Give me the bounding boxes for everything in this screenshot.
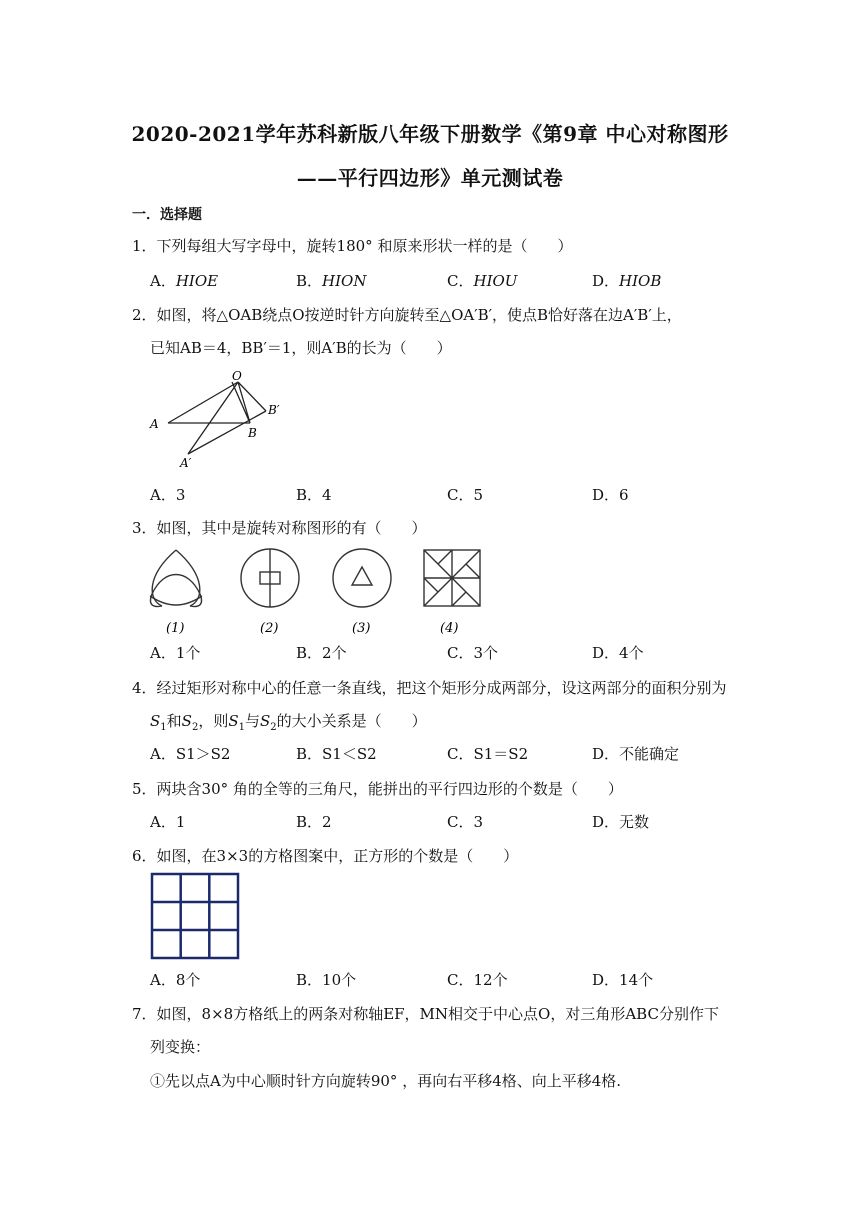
q3-figure-3: [333, 549, 391, 607]
q1-option-c: C．HIOU: [447, 272, 518, 290]
q3-figure-4: [424, 550, 480, 606]
q3-label-4: (4): [440, 621, 459, 636]
q3-option-d: D．4个: [592, 644, 644, 662]
q2-option-b: B．4: [296, 486, 332, 504]
q3-figure-1: [150, 550, 202, 607]
section-heading: 一．选择题: [132, 207, 202, 223]
q1-option-b: B．HION: [296, 272, 367, 290]
q3-stem: 3．如图，其中是旋转对称图形的有（ ）: [132, 519, 427, 537]
q7-line3: ①先以点A为中心顺时针方向旋转90° ，再向右平移4格、向上平移4格.: [150, 1072, 622, 1090]
q2-label-a-prime: A′: [180, 456, 192, 470]
q4-option-b: B．S1＜S2: [296, 745, 377, 763]
q3-figure-2: [241, 549, 299, 607]
doc-title-line2: ——平行四边形》单元测试卷: [296, 166, 564, 190]
q6-stem: 6．如图，在3×3的方格图案中，正方形的个数是（ ）: [132, 847, 519, 865]
q3-option-b: B．2个: [296, 644, 347, 662]
q3-label-3: (3): [352, 621, 371, 636]
q6-option-d: D．14个: [592, 971, 654, 989]
q1-option-a: A．HIOE: [150, 272, 219, 290]
q2-label-a: A: [150, 417, 159, 431]
q4-line1: 4．经过矩形对称中心的任意一条直线，把这个矩形分成两部分，设这两部分的面积分别为: [132, 679, 727, 697]
q4-option-d: D．不能确定: [592, 745, 680, 763]
q6-option-b: B．10个: [296, 971, 357, 989]
q7-line2: 列变换：: [150, 1038, 211, 1056]
q3-label-2: (2): [260, 621, 279, 636]
q3-option-a: A．1个: [150, 644, 201, 662]
q1-stem: 1．下列每组大写字母中，旋转180° 和原来形状一样的是（ ）: [132, 237, 573, 255]
q2-label-o: O: [232, 369, 242, 383]
q4-option-a: A．S1＞S2: [150, 745, 231, 763]
q3-option-c: C．3个: [447, 644, 499, 662]
q5-option-b: B．2: [296, 813, 332, 831]
q5-stem: 5．两块含30° 角的全等的三角尺，能拼出的平行四边形的个数是（ ）: [132, 780, 623, 798]
q6-option-a: A．8个: [150, 971, 201, 989]
q2-triangle-figure: [146, 368, 286, 470]
q6-grid-figure: [150, 872, 242, 962]
q2-option-c: C．5: [447, 486, 484, 504]
q7-line1: 7．如图，8×8方格纸上的两条对称轴EF，MN相交于中心点O，对三角形ABC分别作下: [132, 1005, 719, 1023]
q2-line1: 2．如图，将△OAB绕点O按逆时针方向旋转至△OA′B′，使点B恰好落在边A′B′上，: [132, 306, 682, 324]
q3-figures: [146, 542, 492, 638]
q5-option-d: D．无数: [592, 813, 650, 831]
doc-title-line1: 2020-2021学年苏科新版八年级下册数学《第9章 中心对称图形: [131, 122, 729, 146]
q2-option-a: A．3: [150, 486, 186, 504]
q2-label-b: B: [248, 426, 257, 440]
q6-option-c: C．12个: [447, 971, 508, 989]
q5-option-c: C．3: [447, 813, 484, 831]
q2-label-b-prime: B′: [268, 403, 280, 417]
q5-option-a: A．1: [150, 813, 186, 831]
q3-label-1: (1): [166, 621, 185, 636]
q2-option-d: D．6: [592, 486, 629, 504]
q1-option-d: D．HIOB: [592, 272, 662, 290]
q4-line2: $S_1$和$S_2$，则$S_1$与$S_2$的大小关系是（ ）: [150, 712, 427, 733]
q2-line2: 已知AB＝4，BB′＝1，则A′B的长为（ ）: [150, 339, 452, 357]
q4-option-c: C．S1＝S2: [447, 745, 529, 763]
